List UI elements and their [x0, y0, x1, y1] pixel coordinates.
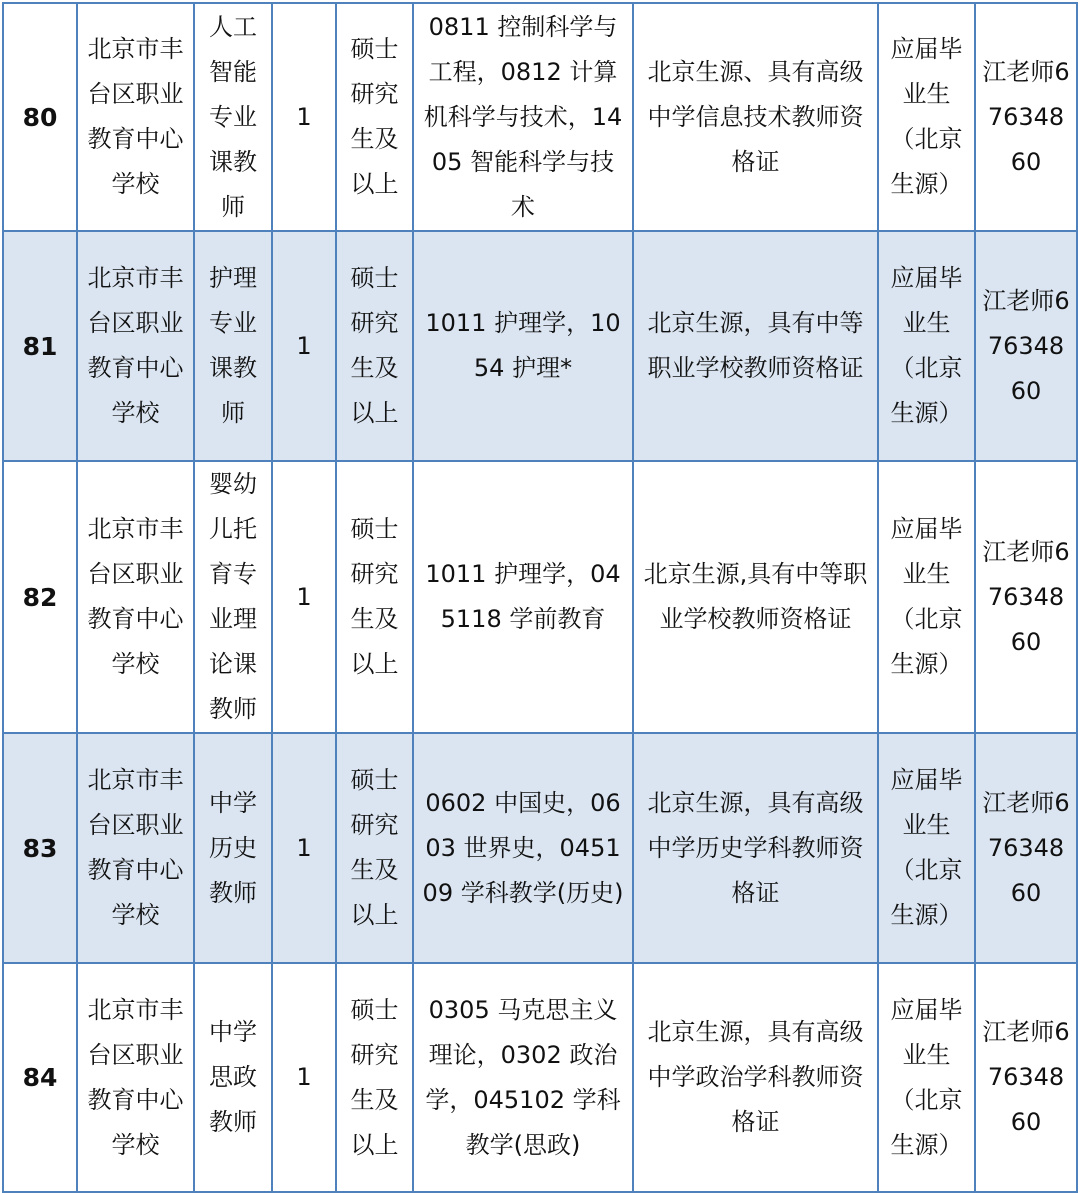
requirement-cell: 北京生源、具有高级中学信息技术教师资格证 [633, 3, 878, 231]
count-cell: 1 [272, 733, 336, 963]
table-row [3, 231, 1077, 461]
count-cell: 1 [272, 3, 336, 231]
count-cell: 1 [272, 963, 336, 1192]
position-cell: 中学历史教师 [194, 733, 272, 963]
school-cell: 北京市丰台区职业教育中心学校 [77, 733, 194, 963]
target-cell: 应届毕业生（北京生源） [878, 963, 975, 1192]
row-number: 83 [3, 733, 77, 963]
requirement-cell: 北京生源，具有高级中学历史学科教师资格证 [633, 733, 878, 963]
position-cell: 人工智能专业课教师 [194, 3, 272, 231]
count-cell: 1 [272, 231, 336, 461]
education-cell: 硕士研究生及以上 [336, 733, 413, 963]
school-cell: 北京市丰台区职业教育中心学校 [77, 461, 194, 733]
major-cell: 1011 护理学，045118 学前教育 [413, 461, 633, 733]
target-cell: 应届毕业生（北京生源） [878, 733, 975, 963]
education-cell: 硕士研究生及以上 [336, 3, 413, 231]
requirement-cell: 北京生源，具有高级中学政治学科教师资格证 [633, 963, 878, 1192]
position-cell: 中学思政教师 [194, 963, 272, 1192]
school-cell: 北京市丰台区职业教育中心学校 [77, 231, 194, 461]
row-number: 82 [3, 461, 77, 733]
education-cell: 硕士研究生及以上 [336, 231, 413, 461]
school-cell: 北京市丰台区职业教育中心学校 [77, 963, 194, 1192]
position-cell: 护理专业课教师 [194, 231, 272, 461]
row-number: 81 [3, 231, 77, 461]
table-row [3, 461, 1077, 733]
school-cell: 北京市丰台区职业教育中心学校 [77, 3, 194, 231]
requirement-cell: 北京生源,具有中等职业学校教师资格证 [633, 461, 878, 733]
major-cell: 0602 中国史，0603 世界史，045109 学科教学(历史) [413, 733, 633, 963]
recruitment-table [2, 2, 1078, 1193]
row-number: 84 [3, 963, 77, 1192]
target-cell: 应届毕业生（北京生源） [878, 3, 975, 231]
major-cell: 1011 护理学，1054 护理* [413, 231, 633, 461]
requirement-cell: 北京生源，具有中等职业学校教师资格证 [633, 231, 878, 461]
major-cell: 0305 马克思主义理论，0302 政治学，045102 学科教学(思政) [413, 963, 633, 1192]
education-cell: 硕士研究生及以上 [336, 963, 413, 1192]
row-number: 80 [3, 3, 77, 231]
education-cell: 硕士研究生及以上 [336, 461, 413, 733]
major-cell: 0811 控制科学与工程，0812 计算机科学与技术，1405 智能科学与技术 [413, 3, 633, 231]
contact-cell: 江老师67634860 [975, 733, 1077, 963]
table-row [3, 3, 1077, 231]
contact-cell: 江老师67634860 [975, 963, 1077, 1192]
contact-cell: 江老师67634860 [975, 3, 1077, 231]
target-cell: 应届毕业生（北京生源） [878, 231, 975, 461]
count-cell: 1 [272, 461, 336, 733]
table-row [3, 963, 1077, 1192]
table-row [3, 733, 1077, 963]
contact-cell: 江老师67634860 [975, 231, 1077, 461]
target-cell: 应届毕业生（北京生源） [878, 461, 975, 733]
position-cell: 婴幼儿托育专业理论课教师 [194, 461, 272, 733]
contact-cell: 江老师67634860 [975, 461, 1077, 733]
